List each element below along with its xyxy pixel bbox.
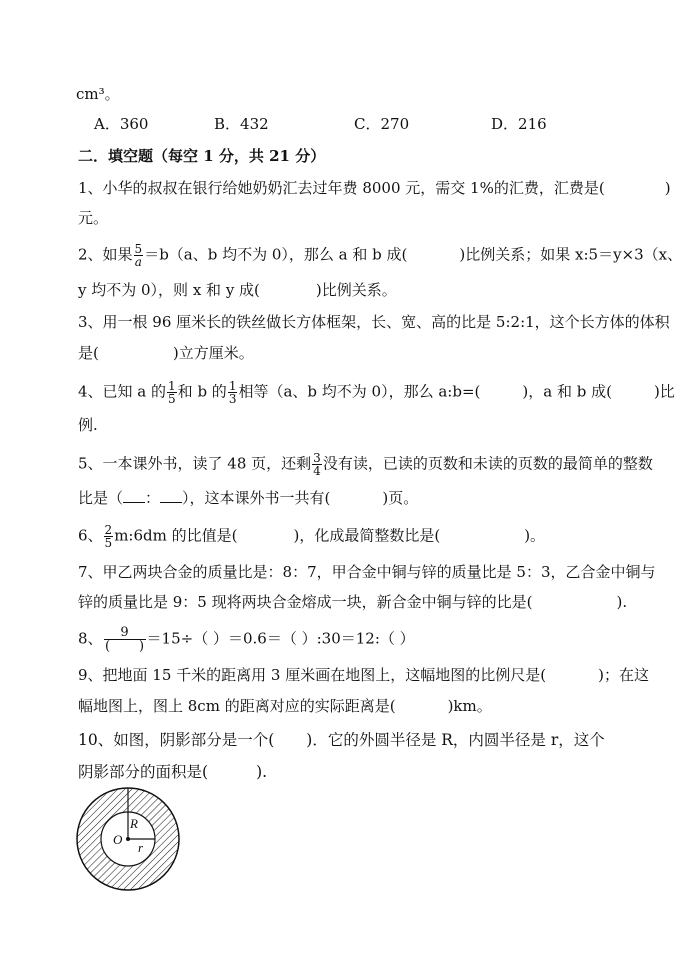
q2-fraction: $\frac{5}{a}$ [134,242,143,269]
question-4-line-1 [78,380,675,405]
q5-fraction: $\frac{3}{4}$ [313,451,321,478]
q10-line2-a: 阴影部分的面积是( [78,763,209,781]
question-6 [78,524,545,549]
q5-mid: 没有读，已读的页数和未读的页数的最简单的整数 [322,454,653,473]
question-7-line-2 [78,592,627,612]
q2-pre: 2、如果 [78,245,133,264]
q4-fraction-1: $\frac{1}{5}$ [168,379,176,406]
q1-text: 1、小华的叔叔在银行给她奶奶汇去过年费 8000 元，需交 1%的汇费，汇费是( [78,179,605,197]
center-point [126,837,130,841]
q5-colon: ： [145,489,161,507]
q8-pre: 8、 [78,629,103,648]
q6-mid2: )，化成最简整数比是( [293,526,441,545]
q5-line2-a: 比是（ [78,489,124,507]
question-3-line-1: 3、用一根 96 厘米长的铁丝做长方体框架，长、宽、高的比是 5:2:1，这个长方体的体积 [78,313,670,331]
q10-line1-a: 10、如图，阴影部分是一个( [78,731,275,749]
q2-line2-b: )比例关系。 [315,281,397,299]
option-a: A．360 [94,115,149,133]
question-9-line-1 [78,665,649,685]
q9-line1-a: 9、把地面 15 千米的距离用 3 厘米画在地图上，这幅地图的比例尺是( [78,666,547,684]
q7-line2-a: 锌的质量比是 9：5 现将两块合金熔成一块，新合金中铜与锌的比是( [78,593,533,611]
q4-mid1: 和 b 的 [177,382,227,401]
q6-fraction: $\frac{2}{5}$ [104,523,113,550]
q3-line2-a: 是( [78,344,99,362]
q4-pre: 4、已知 a 的 [78,382,167,401]
question-8 [78,626,415,653]
option-b: B．432 [214,115,269,133]
q6-mid1: m:6dm 的比值是( [114,526,238,545]
question-1-line-2: 元。 [78,209,109,227]
question-10-line-2 [78,762,267,782]
label-r: r [138,840,144,855]
q6-pre: 6、 [78,526,103,545]
q4-fraction-2: $\frac{1}{3}$ [228,379,237,406]
q9-line2-b: )km。 [447,697,492,715]
annulus-figure [74,783,184,893]
question-5-line-2 [78,488,418,508]
label-R: R [130,816,138,831]
question-5-line-1 [78,452,653,477]
q5-pre: 5、一本课外书，读了 48 页，还剩 [78,454,312,473]
option-c: C．270 [354,115,410,133]
section-heading: 二．填空题（每空 1 分，共 21 分） [78,147,326,165]
q8-fraction: $\frac{9}{( )}$ [105,625,145,654]
option-d: D．216 [491,115,547,133]
q2-line2-a: y 均不为 0），则 x 和 y 成( [78,281,260,299]
q7-line2-b: ). [616,593,628,611]
question-7-line-1: 7、甲乙两块合金的质量比是：8：7，甲合金中铜与锌的质量比是 5：3，乙合金中铜与 [78,563,656,581]
q2-mid1: ＝b（a、b 均不为 0），那么 a 和 b 成( [144,245,408,264]
question-10-line-1 [78,730,605,750]
question-9-line-2 [78,696,492,716]
q9-line2-a: 幅地图上，图上 8cm 的距离对应的实际距离是( [78,697,396,715]
q4-mid4: )比 [653,382,675,401]
question-2-line-2 [78,280,397,300]
q4-mid2: 相等（a、b 均不为 0），那么 a:b=( [238,382,481,401]
q8-rest: ＝15÷（ ）＝0.6＝（ ）:30＝12:（ ） [146,629,415,648]
label-O: O [113,832,123,847]
q6-mid3: )。 [524,526,546,545]
q10-line1-b: )．它的外圆半径是 R，内圆半径是 r，这个 [306,731,605,749]
q3-line2-b: )立方厘米。 [172,344,254,362]
question-4-line-2: 例. [78,416,98,434]
q9-line1-b: )；在这 [598,666,649,684]
question-2-line-1 [78,243,682,268]
question-3-line-2 [78,343,254,363]
q4-mid3: )，a 和 b 成( [522,382,612,401]
q5-line2-b: ），这本课外书一共有( [182,489,331,507]
q1-close: ) [664,179,671,197]
prev-question-tail: cm³。 [76,85,120,103]
q5-line2-c: )页。 [382,489,419,507]
question-1-line-1 [78,178,671,198]
q2-mid2: )比例关系；如果 x:5＝y×3（x、 [459,245,683,264]
q10-line2-b: ). [256,763,268,781]
